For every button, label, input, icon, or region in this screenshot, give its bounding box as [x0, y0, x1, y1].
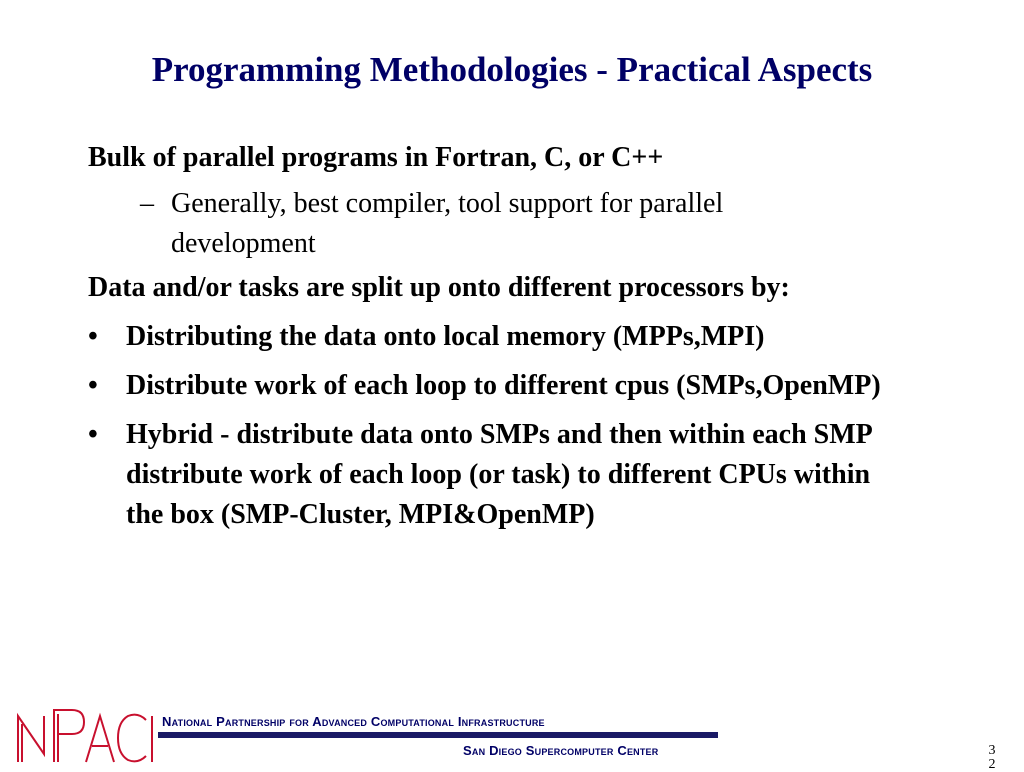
- bullet-item: [88, 317, 928, 357]
- bullet-item: [88, 415, 906, 535]
- bullet-text: Distribute work of each loop to different cpus (SMPs,OpenMP): [126, 370, 881, 401]
- bullet-text: Hybrid - distribute data onto SMPs and then within each SMP distribute work of each loop (or task) to different CPUs within the box (SMP-Cluster, MPI&OpenMP): [126, 419, 872, 530]
- page-number: 3 2: [988, 743, 996, 772]
- point-parallel-languages: Bulk of parallel programs in Fortran, C, or C++: [88, 142, 664, 173]
- slide-body: [88, 138, 928, 535]
- slide-title: Programming Methodologies - Practical Aspects: [151, 50, 873, 89]
- subpoint-text: Generally, best compiler, tool support for parallel development: [171, 188, 724, 259]
- bullet-icon: •: [88, 419, 98, 450]
- bullet-icon: •: [88, 321, 98, 352]
- npaci-logo: [14, 706, 156, 764]
- point-data-split: Data and/or tasks are split up onto different processors by:: [88, 272, 790, 303]
- subpoint-compiler-support: [88, 184, 871, 264]
- dash-marker: –: [140, 188, 154, 219]
- bullet-item: [88, 366, 928, 406]
- bullet-text: Distributing the data onto local memory (MPPs,MPI): [126, 321, 765, 352]
- footer-divider: [158, 732, 718, 738]
- footer-org-name: National Partnership for Advanced Computational Infrastructure: [162, 714, 545, 729]
- bullet-icon: •: [88, 370, 98, 401]
- footer-center-name: San Diego Supercomputer Center: [463, 743, 659, 758]
